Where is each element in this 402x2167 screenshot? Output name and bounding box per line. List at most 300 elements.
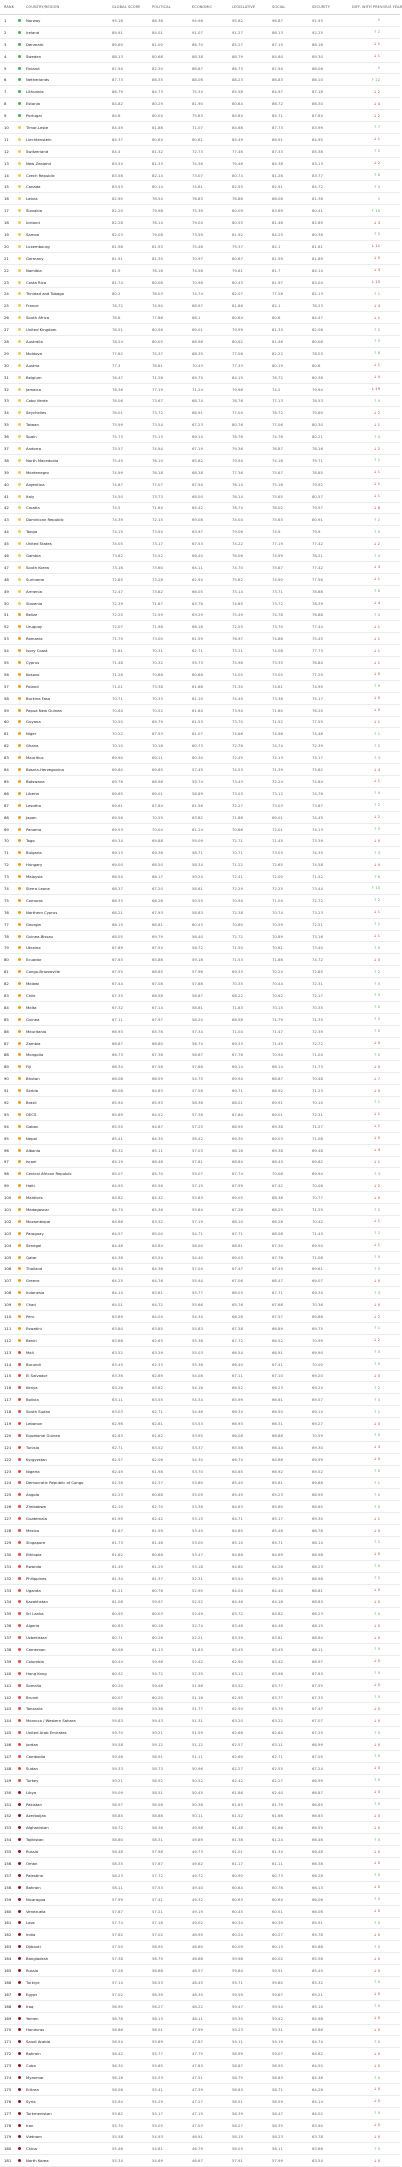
country-link[interactable]: Brunei xyxy=(26,1694,39,1700)
table-row[interactable] xyxy=(0,621,400,633)
table-row[interactable] xyxy=(0,110,400,122)
country-link[interactable]: Iran xyxy=(26,2122,34,2128)
country-link[interactable]: Maldives xyxy=(26,1195,43,1201)
country-link[interactable]: Ethiopia xyxy=(26,1551,42,1557)
table-row[interactable] xyxy=(0,1442,400,1454)
country-link[interactable]: Qatar xyxy=(26,1254,37,1260)
table-row[interactable] xyxy=(0,1882,400,1894)
table-row[interactable] xyxy=(0,1240,400,1252)
country-link[interactable]: China xyxy=(26,2146,37,2152)
country-link[interactable]: El Salvador xyxy=(26,1373,48,1379)
table-row[interactable] xyxy=(0,336,400,348)
table-row[interactable] xyxy=(0,1810,400,1822)
country-link[interactable]: Belgium xyxy=(26,374,42,380)
table-row[interactable] xyxy=(0,1858,400,1870)
country-link[interactable]: Liechtenstein xyxy=(26,136,52,142)
country-link[interactable]: Cambodia xyxy=(26,1753,46,1759)
country-link[interactable]: Poland xyxy=(26,683,39,689)
country-link[interactable]: Greece xyxy=(26,1278,40,1284)
country-link[interactable]: Burkina Faso xyxy=(26,695,51,701)
table-row[interactable] xyxy=(0,1644,400,1656)
country-link[interactable]: Fiji xyxy=(26,1064,32,1070)
country-link[interactable]: Mongolia xyxy=(26,1052,44,1058)
table-row[interactable] xyxy=(0,2001,400,2013)
country-link[interactable]: Serbia xyxy=(26,1088,39,1094)
table-row[interactable] xyxy=(0,1168,400,1180)
table-row[interactable] xyxy=(0,562,400,574)
country-link[interactable]: Croatia xyxy=(26,505,40,511)
country-link[interactable]: Ivory Coast xyxy=(26,648,48,654)
table-row[interactable] xyxy=(0,1264,400,1276)
table-row[interactable] xyxy=(0,1085,400,1097)
country-link[interactable]: Angola xyxy=(26,1492,40,1498)
country-link[interactable]: Montenegro xyxy=(26,469,49,475)
table-row[interactable] xyxy=(0,847,400,859)
country-link[interactable]: Panama xyxy=(26,826,42,832)
country-link[interactable]: Georgia xyxy=(26,921,41,927)
table-row[interactable] xyxy=(0,288,400,300)
table-row[interactable] xyxy=(0,503,400,515)
country-link[interactable]: Cameroon xyxy=(26,1646,46,1652)
country-link[interactable]: Nigeria xyxy=(26,1468,40,1474)
country-link[interactable]: Comoros xyxy=(26,897,43,903)
country-link[interactable]: Ireland xyxy=(26,29,40,35)
country-link[interactable]: Belize xyxy=(26,612,38,618)
table-row[interactable] xyxy=(0,657,400,669)
table-row[interactable] xyxy=(0,1335,400,1347)
country-link[interactable]: Nicaragua xyxy=(26,1896,46,1902)
country-link[interactable]: New Zealand xyxy=(26,160,51,166)
table-row[interactable] xyxy=(0,1371,400,1383)
country-link[interactable]: Bangladesh xyxy=(26,1956,49,1962)
country-link[interactable]: Armenia xyxy=(26,588,42,594)
country-link[interactable]: Ecuador xyxy=(26,957,42,963)
country-link[interactable]: Norway xyxy=(26,17,41,23)
table-row[interactable] xyxy=(0,717,400,729)
table-row[interactable] xyxy=(0,229,400,241)
header-social[interactable]: SOCIAL xyxy=(272,5,286,9)
country-link[interactable]: Somalia xyxy=(26,1682,42,1688)
country-link[interactable]: Mexico xyxy=(26,1528,40,1534)
table-row[interactable] xyxy=(0,407,400,419)
country-link[interactable]: Slovakia xyxy=(26,208,42,214)
country-link[interactable]: Hong Kong xyxy=(26,1670,47,1676)
table-row[interactable] xyxy=(0,396,400,408)
table-row[interactable] xyxy=(0,574,400,586)
table-row[interactable] xyxy=(0,1941,400,1953)
country-link[interactable]: Venezuela xyxy=(26,1908,46,1914)
table-row[interactable] xyxy=(0,1061,400,1073)
country-link[interactable]: Chile xyxy=(26,992,36,998)
country-link[interactable]: Mali xyxy=(26,1349,34,1355)
table-row[interactable] xyxy=(0,158,400,170)
table-row[interactable] xyxy=(0,645,400,657)
country-link[interactable]: France xyxy=(26,303,39,309)
table-row[interactable] xyxy=(0,1703,400,1715)
header-political[interactable]: POLITICAL xyxy=(152,5,171,9)
table-row[interactable] xyxy=(0,1026,400,1038)
country-link[interactable]: Honduras xyxy=(26,2027,45,2033)
table-row[interactable] xyxy=(0,1299,400,1311)
country-link[interactable]: Azerbaijan xyxy=(26,1813,47,1819)
country-link[interactable]: Tanzania xyxy=(26,1706,43,1712)
table-row[interactable] xyxy=(0,1097,400,1109)
country-link[interactable]: Libya xyxy=(26,1789,37,1795)
country-link[interactable]: South Sudan xyxy=(26,1409,51,1415)
table-row[interactable] xyxy=(0,1918,400,1930)
country-link[interactable]: Bhutan xyxy=(26,1076,40,1082)
country-link[interactable]: Samoa xyxy=(26,231,40,237)
country-link[interactable]: Morocco / Western Sahara xyxy=(26,1718,76,1724)
country-link[interactable]: Singapore xyxy=(26,1539,46,1545)
country-link[interactable]: Ukraine xyxy=(26,945,41,951)
table-row[interactable] xyxy=(0,1953,400,1965)
table-row[interactable] xyxy=(0,1632,400,1644)
country-link[interactable]: Bulgaria xyxy=(26,850,42,856)
table-row[interactable] xyxy=(0,1668,400,1680)
table-row[interactable] xyxy=(0,39,400,51)
table-row[interactable] xyxy=(0,812,400,824)
table-row[interactable] xyxy=(0,1620,400,1632)
country-link[interactable]: Portugal xyxy=(26,113,42,119)
country-link[interactable]: Pakistan xyxy=(26,1801,42,1807)
country-link[interactable]: Colombia xyxy=(26,1658,44,1664)
country-link[interactable]: Eritrea xyxy=(26,2086,39,2092)
country-link[interactable]: Russia xyxy=(26,1849,39,1855)
country-link[interactable]: Madagascar xyxy=(26,1207,50,1212)
country-link[interactable]: Congo-Brazzaville xyxy=(26,969,60,975)
table-row[interactable] xyxy=(0,895,400,907)
table-row[interactable] xyxy=(0,728,400,740)
country-link[interactable]: North Macedonia xyxy=(26,457,59,463)
country-link[interactable]: Zambia xyxy=(26,1040,41,1046)
country-link[interactable]: Kyrgyzstan xyxy=(26,1456,47,1462)
table-row[interactable] xyxy=(0,1157,400,1169)
country-link[interactable]: Niger xyxy=(26,731,37,737)
table-row[interactable] xyxy=(0,170,400,182)
table-row[interactable] xyxy=(0,1121,400,1133)
table-row[interactable] xyxy=(0,1478,400,1490)
country-link[interactable]: Spain xyxy=(26,434,37,440)
country-link[interactable]: Senegal xyxy=(26,1242,42,1248)
country-link[interactable]: Estonia xyxy=(26,101,40,107)
country-link[interactable]: Sierra Leone xyxy=(26,885,50,891)
country-link[interactable]: Taiwan xyxy=(26,422,39,428)
country-link[interactable]: Romania xyxy=(26,636,43,642)
table-row[interactable] xyxy=(0,1406,400,1418)
table-row[interactable] xyxy=(0,479,400,491)
table-row[interactable] xyxy=(0,1929,400,1941)
country-link[interactable]: Japan xyxy=(26,814,37,820)
table-row[interactable] xyxy=(0,919,400,931)
table-row[interactable] xyxy=(0,455,400,467)
country-link[interactable]: Andorra xyxy=(26,446,42,451)
country-link[interactable]: Timor-Leste xyxy=(26,124,49,130)
table-row[interactable] xyxy=(0,1287,400,1299)
country-link[interactable]: Sudan xyxy=(26,1765,38,1771)
table-row[interactable] xyxy=(0,2060,400,2072)
table-row[interactable] xyxy=(0,74,400,86)
table-row[interactable] xyxy=(0,2155,400,2167)
country-link[interactable]: India xyxy=(26,1932,36,1938)
country-link[interactable]: Tonga xyxy=(26,529,38,535)
country-link[interactable]: Kazakhstan xyxy=(26,1599,48,1605)
table-row[interactable] xyxy=(0,1228,400,1240)
country-link[interactable]: Djibouti xyxy=(26,1944,41,1950)
header-country[interactable]: COUNTRY/REGION xyxy=(26,5,60,9)
country-link[interactable]: Lesotho xyxy=(26,802,41,808)
country-link[interactable]: United Kingdom xyxy=(26,327,57,333)
country-link[interactable]: Algeria xyxy=(26,1623,40,1629)
table-row[interactable] xyxy=(0,586,400,598)
country-link[interactable]: Peru xyxy=(26,1314,35,1320)
table-row[interactable] xyxy=(0,1596,400,1608)
table-row[interactable] xyxy=(0,1180,400,1192)
country-link[interactable]: Zimbabwe xyxy=(26,1504,46,1510)
table-row[interactable] xyxy=(0,788,400,800)
country-link[interactable]: Seychelles xyxy=(26,410,47,416)
country-link[interactable]: Turkmenistan xyxy=(26,2110,52,2116)
country-link[interactable]: Thailand xyxy=(26,1266,43,1272)
table-row[interactable] xyxy=(0,966,400,978)
table-row[interactable] xyxy=(0,1656,400,1668)
country-link[interactable]: Albania xyxy=(26,1147,41,1153)
table-row[interactable] xyxy=(0,1014,400,1026)
country-link[interactable]: Northern Cyprus xyxy=(26,909,58,915)
country-link[interactable]: North Korea xyxy=(26,2158,49,2164)
country-link[interactable]: Russia xyxy=(26,1968,39,1973)
country-link[interactable]: United Arab Emirates xyxy=(26,1730,67,1736)
table-row[interactable] xyxy=(0,514,400,526)
country-link[interactable]: Togo xyxy=(26,838,35,844)
table-row[interactable] xyxy=(0,1038,400,1050)
country-link[interactable]: Brazil xyxy=(26,1099,37,1105)
table-row[interactable] xyxy=(0,1846,400,1858)
country-link[interactable]: Finland xyxy=(26,65,40,71)
country-link[interactable]: Chad xyxy=(26,1302,36,1308)
header-diff[interactable]: DIFF. WITH PREVIOUS YEAR xyxy=(352,5,402,9)
country-link[interactable]: South Africa xyxy=(26,315,50,321)
country-link[interactable]: Cyprus xyxy=(26,660,40,666)
country-link[interactable]: Eswatini xyxy=(26,1325,42,1331)
table-row[interactable] xyxy=(0,1775,400,1787)
table-row[interactable] xyxy=(0,776,400,788)
country-link[interactable]: Guatemala xyxy=(26,1516,47,1522)
table-row[interactable] xyxy=(0,2143,400,2155)
header-rank[interactable]: RANK xyxy=(4,5,14,9)
table-row[interactable] xyxy=(0,1454,400,1466)
country-link[interactable]: Rwanda xyxy=(26,1563,42,1569)
table-row[interactable] xyxy=(0,1145,400,1157)
table-row[interactable] xyxy=(0,205,400,217)
table-row[interactable] xyxy=(0,181,400,193)
country-link[interactable]: Slovenia xyxy=(26,600,43,606)
table-row[interactable] xyxy=(0,27,400,39)
country-link[interactable]: Indonesia xyxy=(26,1290,45,1296)
country-link[interactable]: Laos xyxy=(26,1920,35,1926)
country-link[interactable]: Gambia xyxy=(26,553,41,559)
table-row[interactable] xyxy=(0,907,400,919)
table-row[interactable] xyxy=(0,1002,400,1014)
country-link[interactable]: Botswana xyxy=(26,778,45,784)
table-row[interactable] xyxy=(0,51,400,63)
table-row[interactable] xyxy=(0,1549,400,1561)
table-row[interactable] xyxy=(0,443,400,455)
country-link[interactable]: OECS xyxy=(26,1111,37,1117)
table-row[interactable] xyxy=(0,1109,400,1121)
country-link[interactable]: Sri Lanka xyxy=(26,1611,44,1617)
table-row[interactable] xyxy=(0,1525,400,1537)
table-row[interactable] xyxy=(0,871,400,883)
country-link[interactable]: Moldova xyxy=(26,350,42,356)
table-row[interactable] xyxy=(0,1311,400,1323)
country-link[interactable]: Denmark xyxy=(26,41,44,47)
country-link[interactable]: Oman xyxy=(26,1860,38,1866)
country-link[interactable]: Canada xyxy=(26,184,41,190)
country-link[interactable]: Argentina xyxy=(26,481,45,487)
country-link[interactable]: Austria xyxy=(26,362,40,368)
table-row[interactable] xyxy=(0,1894,400,1906)
table-row[interactable] xyxy=(0,1989,400,2001)
table-row[interactable] xyxy=(0,550,400,562)
table-row[interactable] xyxy=(0,883,400,895)
table-row[interactable] xyxy=(0,2120,400,2132)
country-link[interactable]: Philippines xyxy=(26,1575,47,1581)
table-row[interactable] xyxy=(0,2072,400,2084)
header-global-score[interactable]: GLOBAL SCORE xyxy=(112,5,141,9)
table-row[interactable] xyxy=(0,1870,400,1882)
table-row[interactable] xyxy=(0,1382,400,1394)
country-link[interactable]: Haiti xyxy=(26,1183,35,1189)
country-link[interactable]: Kosovo xyxy=(26,671,40,677)
country-link[interactable]: Suriname xyxy=(26,576,45,582)
country-link[interactable]: Bosnia-Herzegovina xyxy=(26,767,64,773)
country-link[interactable]: Ghana xyxy=(26,743,39,749)
table-row[interactable] xyxy=(0,1192,400,1204)
country-link[interactable]: Kenya xyxy=(26,1385,38,1391)
table-row[interactable] xyxy=(0,800,400,812)
table-row[interactable] xyxy=(0,954,400,966)
table-row[interactable] xyxy=(0,1347,400,1359)
table-row[interactable] xyxy=(0,1834,400,1846)
table-row[interactable] xyxy=(0,1608,400,1620)
table-row[interactable] xyxy=(0,2013,400,2025)
table-row[interactable] xyxy=(0,835,400,847)
table-row[interactable] xyxy=(0,1513,400,1525)
country-link[interactable]: Mozambique xyxy=(26,1218,51,1224)
table-row[interactable] xyxy=(0,122,400,134)
country-link[interactable]: Palestine xyxy=(26,1872,44,1878)
table-row[interactable] xyxy=(0,1751,400,1763)
table-row[interactable] xyxy=(0,253,400,265)
table-row[interactable] xyxy=(0,681,400,693)
table-row[interactable] xyxy=(0,1073,400,1085)
table-row[interactable] xyxy=(0,1394,400,1406)
country-link[interactable]: Hungary xyxy=(26,862,43,868)
header-economic[interactable]: ECONOMIC xyxy=(192,5,213,9)
table-row[interactable] xyxy=(0,217,400,229)
country-link[interactable]: Guyana xyxy=(26,719,41,725)
country-link[interactable]: Dominican Republic xyxy=(26,517,64,523)
country-link[interactable]: Afghanistan xyxy=(26,1825,49,1831)
table-row[interactable] xyxy=(0,134,400,146)
country-link[interactable]: Myanmar xyxy=(26,2075,44,2081)
table-row[interactable] xyxy=(0,324,400,336)
country-link[interactable]: Italy xyxy=(26,493,35,499)
table-row[interactable] xyxy=(0,2025,400,2037)
country-link[interactable]: Democratic Republic of Congo xyxy=(26,1480,84,1486)
table-row[interactable] xyxy=(0,1763,400,1775)
table-row[interactable] xyxy=(0,1501,400,1513)
table-row[interactable] xyxy=(0,633,400,645)
table-row[interactable] xyxy=(0,1692,400,1704)
country-link[interactable]: Bolivia xyxy=(26,1397,39,1403)
country-link[interactable]: Lebanon xyxy=(26,1421,43,1427)
country-link[interactable]: Turkey xyxy=(26,1777,39,1783)
table-row[interactable] xyxy=(0,1906,400,1918)
header-legislative[interactable]: LEGISLATIVE xyxy=(232,5,256,9)
table-row[interactable] xyxy=(0,146,400,158)
country-link[interactable]: Netherlands xyxy=(26,77,50,83)
country-link[interactable]: Papua New Guinea xyxy=(26,707,62,713)
country-link[interactable]: Central African Republic xyxy=(26,1171,72,1177)
country-link[interactable]: Cuba xyxy=(26,2063,36,2069)
table-row[interactable] xyxy=(0,764,400,776)
table-row[interactable] xyxy=(0,1727,400,1739)
table-row[interactable] xyxy=(0,859,400,871)
table-row[interactable] xyxy=(0,360,400,372)
country-link[interactable]: Guinea-Bissau xyxy=(26,933,54,939)
country-link[interactable]: Paraguay xyxy=(26,1230,44,1236)
country-link[interactable]: Egypt xyxy=(26,1991,37,1997)
table-row[interactable] xyxy=(0,526,400,538)
country-link[interactable]: Jordan xyxy=(26,1742,39,1748)
country-link[interactable]: Uganda xyxy=(26,1587,41,1593)
table-row[interactable] xyxy=(0,2132,400,2144)
country-link[interactable]: Switzerland xyxy=(26,148,49,154)
table-row[interactable] xyxy=(0,1430,400,1442)
country-link[interactable]: Gabon xyxy=(26,1123,39,1129)
country-link[interactable]: Lithuania xyxy=(26,89,44,95)
table-row[interactable] xyxy=(0,2096,400,2108)
country-link[interactable]: Jamaica xyxy=(26,386,41,392)
table-row[interactable] xyxy=(0,2048,400,2060)
table-row[interactable] xyxy=(0,300,400,312)
table-row[interactable] xyxy=(0,467,400,479)
country-link[interactable]: Syria xyxy=(26,2098,36,2104)
country-link[interactable]: Cabo Verde xyxy=(26,398,48,404)
country-link[interactable]: Trinidad and Tobago xyxy=(26,291,65,297)
table-row[interactable] xyxy=(0,1739,400,1751)
table-row[interactable] xyxy=(0,1822,400,1834)
table-row[interactable] xyxy=(0,1275,400,1287)
country-link[interactable]: Benin xyxy=(26,1337,37,1343)
table-row[interactable] xyxy=(0,740,400,752)
table-row[interactable] xyxy=(0,1466,400,1478)
table-row[interactable] xyxy=(0,669,400,681)
country-link[interactable]: Burundi xyxy=(26,1361,41,1367)
table-row[interactable] xyxy=(0,1133,400,1145)
table-row[interactable] xyxy=(0,98,400,110)
table-row[interactable] xyxy=(0,86,400,98)
country-link[interactable]: Tajikistan xyxy=(26,1837,44,1843)
table-row[interactable] xyxy=(0,1418,400,1430)
country-link[interactable]: Iceland xyxy=(26,220,40,226)
country-link[interactable]: Namibia xyxy=(26,267,42,273)
table-row[interactable] xyxy=(0,1787,400,1799)
table-row[interactable] xyxy=(0,419,400,431)
table-row[interactable] xyxy=(0,1680,400,1692)
